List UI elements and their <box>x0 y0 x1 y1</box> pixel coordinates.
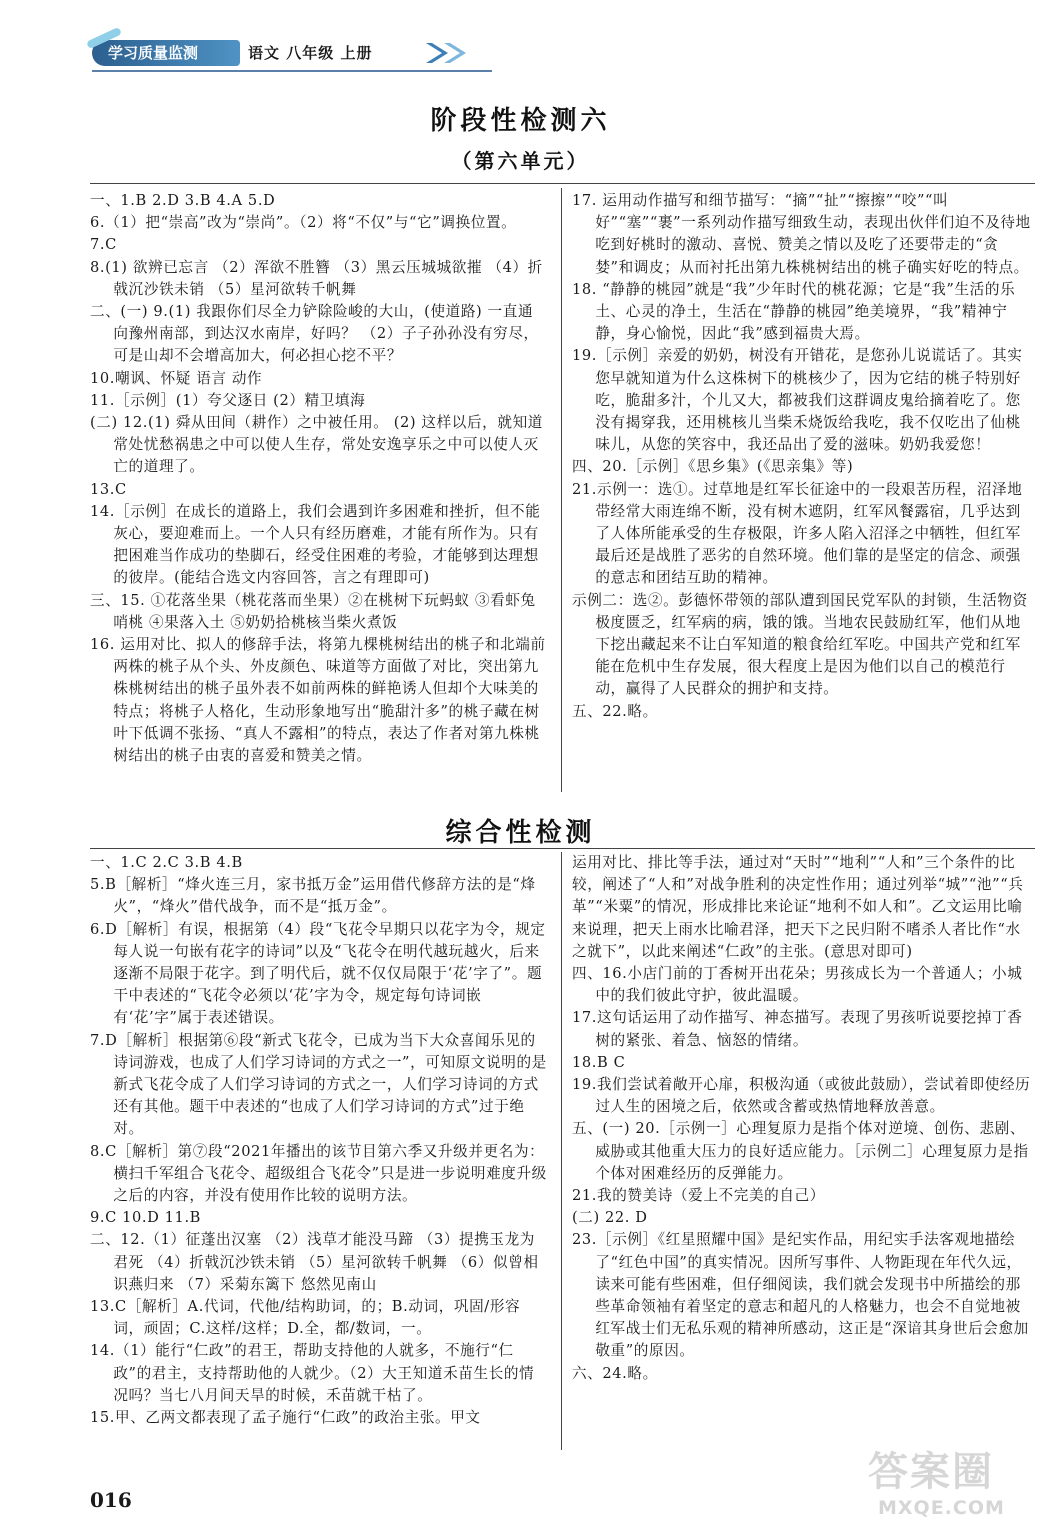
section2-column-divider <box>561 852 562 1450</box>
section2-title: 综合性检测 <box>445 818 596 848</box>
answer-item: 5.B［解析］“烽火连三月，家书抵万金”运用借代修辞方法的是“烽火”，“烽火”借代战争，而不是“抵万金”。 <box>90 876 536 916</box>
answer-item: 8.C［解析］第⑦段“2021年播出的该节目第六季又升级并更名为：横扫千军组合飞花令、超级组合飞花令”只是进一步说明难度升级之后的内容，并没有使用作比较的说明方法。 <box>90 1142 547 1205</box>
answer-item: 一、1.B 2.D 3.B 4.A 5.D <box>90 192 276 209</box>
answer-item: 五、22.略。 <box>572 702 658 720</box>
answer-item: 21.我的赞美诗（爱上不完美的自己） <box>572 1187 825 1205</box>
answer-item: 16. 运用对比、拟人的修辞手法，将第九棵桃树结出的桃子和北端前两株的桃子从个头、外皮颜色、味道等方面做了对比，突出第九株桃树结出的桃子虽外表不如前两株的鲜艳诱人但却个大味美的特点；将桃子人格化，生动形象地写出“脆甜汁多”的桃子藏在树叶下低调不张扬、“真人不露相”的特点，表达了作者对第九株桃树结出的桃子由衷的喜爱和赞美之情。 <box>90 636 546 765</box>
section1-subtitle: （第六单元） <box>451 149 590 173</box>
answer-item: 14.（1）能行“仁政”的君王，帮助支持他的人就多，不施行“仁政”的君主，支持帮助他的人就少。（2）大王知道禾苗生长的情况吗？当七八月间天旱的时候，禾苗就干枯了。 <box>90 1342 535 1404</box>
section1-top-rule <box>90 183 1035 184</box>
answer-item: 18. “静静的桃园”就是“我”少年时代的桃花源；它是“我”生活的乐土、心灵的净土，生活在“静静的桃园”绝美境界，“我”精神宁静，身心愉悦，因此“我”感到福贵大焉。 <box>572 280 1016 343</box>
answer-item: 三、15. ①花落坐果（桃花落而坐果）②在桃树下玩蚂蚁 ③看虾兔哨桃 ④果落入土 ⑤奶奶拾桃核当柴火煮饭 <box>90 591 536 631</box>
answer-item: 23.［示例］《红星照耀中国》是纪实作品，用纪实手法客观地描绘了“红色中国”的真实情况。因所写事件、人物距现在年代久远，读来可能有些困难，但仔细阅读，我们就会发现书中所描绘的那些革命领袖有着坚定的意志和超凡的人格魅力，也会不自觉地被红军战士们无私乐观的精神所感动，这正是“深谙其身世后会愈加敬重”的原因。 <box>572 1231 1029 1360</box>
answer-item: 15.甲、乙两文都表现了孟子施行“仁政”的政治主张。甲文 <box>90 1409 481 1427</box>
answer-item: 二、12.（1）征蓬出汉塞 （2）浅草才能没马蹄 （3）提携玉龙为君死 （4）折戟沉沙铁未销 （5）星河欲转千帆舞 （6）似曾相识燕归来 （7）采菊东篱下 悠然见南山 <box>90 1231 539 1293</box>
answer-item: 21.示例一：选①。过草地是红军长征途中的一段艰苦历程，沼泽地带经常大雨连绵不断，没有树木遮阴，红军风餐露宿，几乎达到了人体所能承受的生存极限，许多人陷入沼泽之中牺牲，但红军最后还是战胜了恶劣的自然环境。他们靠的是坚定的信念、顽强的意志和团结互助的精神。 <box>572 480 1023 587</box>
subject-label: 语文 八年级 上册 <box>248 44 373 62</box>
answer-item: 五、(一) 20.［示例一］心理复原力是指个体对逆境、创伤、悲剧、威胁或其他重大压力的良好适应能力。［示例二］心理复原力是指个体对困难经历的反弹能力。 <box>572 1120 1029 1182</box>
section1-column-divider <box>561 188 562 792</box>
answer-item: 6.D［解析］有误，根据第（4）段“飞花令早期只以花字为令，规定每人说一句嵌有花字的诗词”以及“飞花令在明代越玩越火，后来逐渐不局限于花字。到了明代后，就不仅仅局限于‘花’字了”。题干中表述的“飞花令必须以‘花’字为令，规定每句诗词嵌有‘花’字”属于表述错误。 <box>90 920 546 1027</box>
answer-item: 四、20.［示例］《思乡集》(《思亲集》等) <box>572 458 854 476</box>
answer-item: 19.［示例］亲爱的奶奶，树没有开错花，是您孙儿说谎话了。其实您早就知道为什么这株树下的桃核少了，因为它结的桃子特别好吃，脆甜多汁，个儿又大，都被我们这群调皮鬼给摘着吃了。您没有揭穿我，还用桃核儿当柴禾烧饭给我吃，我不仅吃出了仙桃味儿，从您的笑容中，我还品出了爱的滋味。奶奶我爱您！ <box>572 347 1023 454</box>
watermark-url: MXQE.COM <box>878 1497 1005 1519</box>
section2-right-column <box>572 852 1034 1385</box>
answer-item: (二) 22. D <box>572 1209 648 1227</box>
answer-item: 二、(一) 9.(1) 我跟你们尽全力铲除险峻的大山，(使道路) 一直通向豫州南部，到达汉水南岸，好吗？ （2）子子孙孙没有穷尽，可是山却不会增高加大，何必担心挖不平？ <box>90 303 539 365</box>
answer-item: 17.这句话运用了动作描写、神态描写。表现了男孩听说要挖掉丁香树的紧张、着急、恼怒的情绪。 <box>572 1009 1023 1049</box>
running-header <box>92 36 512 72</box>
answer-item: 四、16.小店门前的丁香树开出花朵；男孩成长为一个普通人；小城中的我们彼此守护，彼此温暖。 <box>572 965 1023 1005</box>
answer-item: 13.C <box>90 480 127 498</box>
section2-top-rule <box>90 848 1035 849</box>
answer-item: 14.［示例］在成长的道路上，我们会遇到许多困难和挫折，但不能灰心，要迎难而上。一个人只有经历磨难，才能有所作为。只有把困难当作成功的垫脚石，经受住困难的考验，才能够到达理想的彼岸。(能结合选文内容回答，言之有理即可) <box>90 502 541 587</box>
answer-item: 9.C 10.D 11.B <box>90 1209 202 1227</box>
answer-item: 17. 运用动作描写和细节描写：“摘”“扯”“擦擦”“咬”“叫好”“塞”“裹”一系列动作描写细致生动，表现出伙伴们迫不及待地吃到好桃时的激动、喜悦、赞美之情以及吃了还要带走的“贪婪”和调皮；从而衬托出第九株桃树结出的桃子确实好吃的特点。 <box>572 192 1031 276</box>
series-badge: 学习质量监测 <box>92 40 240 66</box>
answer-item: 10.嘲讽、怀疑 语言 动作 <box>90 369 263 387</box>
section2-left-column <box>90 852 548 1429</box>
answer-item: 7.C <box>90 236 117 254</box>
section1-left-column <box>90 190 548 767</box>
answer-item: 示例二：选②。彭德怀带领的部队遭到国民党军队的封锁，生活物资极度匮乏，红军病的病，饿的饿。当地农民鼓励红军，他们从地下挖出藏起来不让白军知道的粮食给红军吃。中国共产党和红军能在危机中生存发展，很大程度上是因为他们以自己的模范行动，赢得了人民群众的拥护和支持。 <box>572 591 1028 698</box>
answer-item: 13.C［解析］A.代词，代他/结构助词，的；B.动词，巩固/形容词，顽固；C.这样/这样；D.全，都/数词，一。 <box>90 1298 521 1338</box>
answer-item: 运用对比、排比等手法，通过对“天时”“地利”“人和”三个条件的比较，阐述了“人和”对战争胜利的决定性作用；通过列举“城”“池”“兵革”“米粟”的情况，形成排比来论证“地利不如人和”。乙文运用比喻来说理，把天上雨水比喻君泽，把天下之民归附不嗜杀人者比作“水之就下”，以此来阐述“仁政”的主张。(意思对即可) <box>572 854 1024 960</box>
answer-item: 7.D［解析］根据第⑥段“新式飞花令，已成为当下大众喜闻乐见的诗词游戏，也成了人们学习诗词的方式之一”，可知原文说明的是新式飞花令成了人们学习诗词的方式之一，人们学习诗词的方式还有其他。题干中表述的“也成了人们学习诗词的方式”过于绝对。 <box>90 1031 547 1138</box>
answer-item: 11.［示例］(1）夸父逐日 (2）精卫填海 <box>90 391 366 409</box>
answer-item: (二) 12.(1) 舜从田间（耕作）之中被任用。 (2) 这样以后，就知道常处忧愁祸患之中可以使人生存，常处安逸享乐之中可以使人灭亡的道理了。 <box>90 414 543 476</box>
answer-item: 19.我们尝试着敞开心扉，积极沟通（或彼此鼓励），尝试着即使经历过人生的困境之后，依然或含蓄或热情地释放善意。 <box>572 1076 1031 1116</box>
section1-right-column <box>572 190 1034 723</box>
answer-item: 8.(1) 欲辨已忘言 （2）浑欲不胜簪 （3）黑云压城城欲摧 （4）折戟沉沙铁未销 （5）星河欲转千帆舞 <box>90 258 543 298</box>
watermark-logo: 答案圈 <box>868 1449 994 1495</box>
section1-title: 阶段性检测六 <box>430 106 611 136</box>
answer-item: 18.B C <box>572 1053 626 1071</box>
answer-item: 六、24.略。 <box>572 1364 658 1382</box>
page-number: 016 <box>90 1488 132 1512</box>
answer-item: 一、1.C 2.C 3.B 4.B <box>90 854 243 871</box>
header-rule <box>92 70 492 72</box>
answer-item: 6.（1）把“崇高”改为“崇尚”。（2）将“不仅”与“它”调换位置。 <box>90 214 517 232</box>
double-chevron-right-icon <box>422 40 482 66</box>
watermark <box>868 1448 1038 1530</box>
